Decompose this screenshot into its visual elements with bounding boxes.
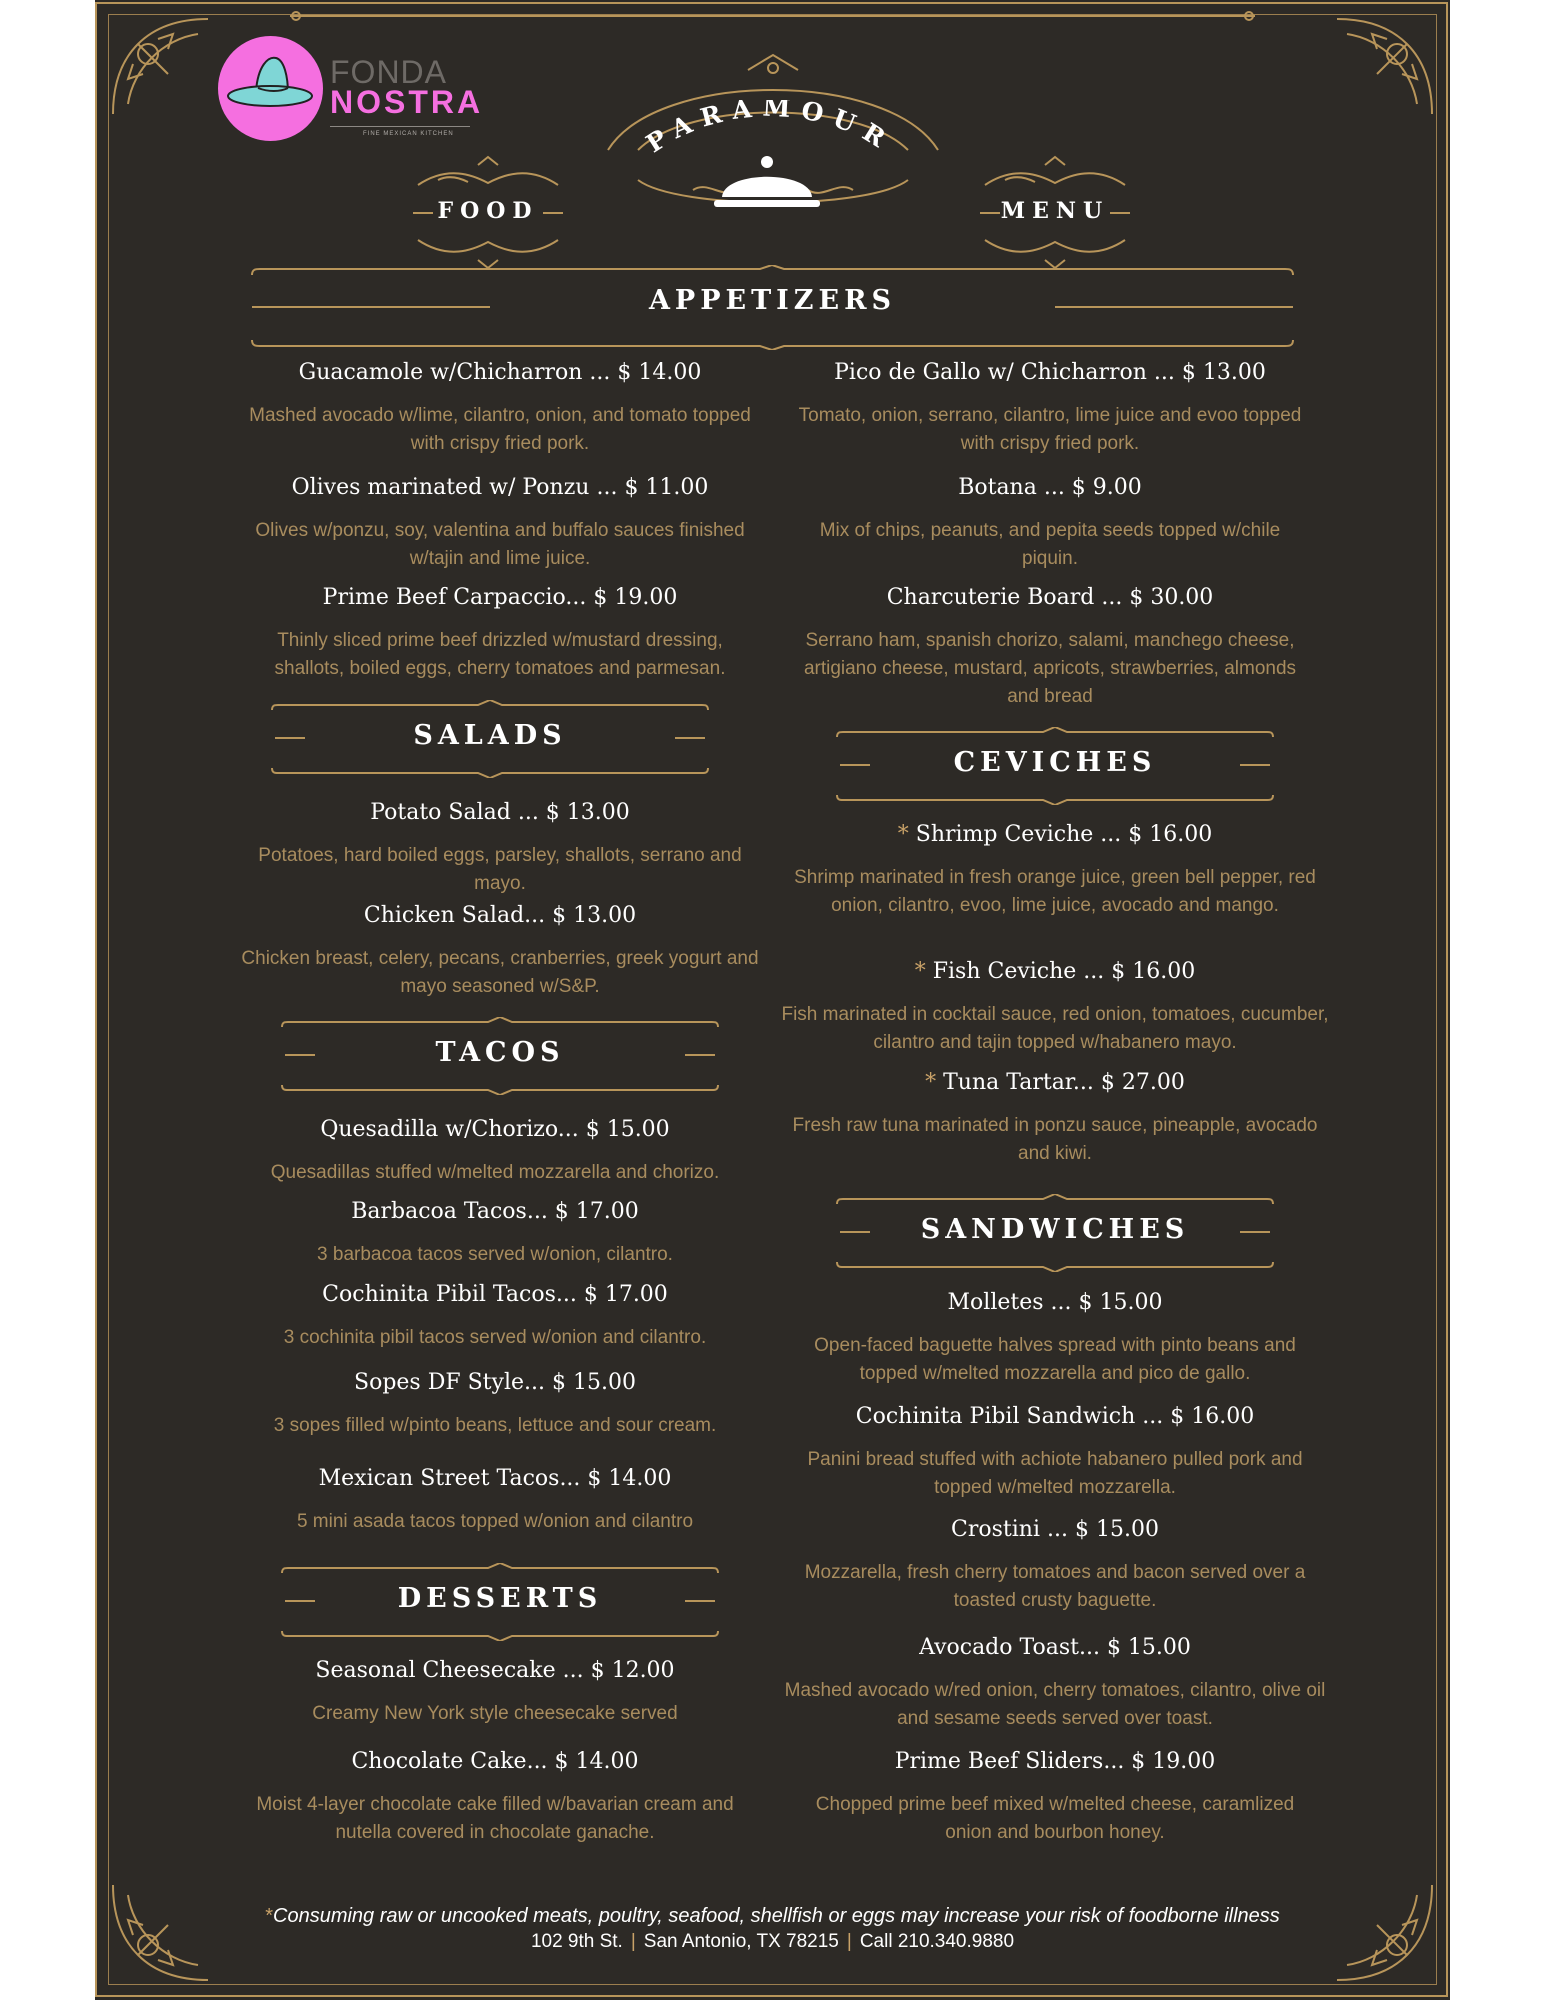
logo-word-fonda: FONDA <box>330 54 447 90</box>
brand-title <box>620 100 920 170</box>
item-street-tacos-desc: 5 mini asada tacos topped w/onion and cilantro <box>296 1511 694 1532</box>
item-tuna-tartar-title <box>790 1070 1320 1095</box>
item-potato-salad-title: Potato Salad ... $ 13.00 <box>370 800 630 825</box>
food-label-text: FOOD <box>437 198 539 224</box>
food-label <box>408 198 568 224</box>
item-sopes-desc: 3 sopes filled w/pinto beans, lettuce and sour cream. <box>273 1415 717 1436</box>
street-address: 102 9th St. <box>530 1931 623 1952</box>
raw-item-star: * <box>897 822 909 847</box>
item-fish-ceviche-desc: Fish marinated in cocktail sauce, red onion, tomatoes, cucumber, cilantro and tajin topped w/habanero mayo. <box>781 1004 1329 1053</box>
menu-flourish-top <box>975 155 1135 195</box>
raw-item-star: * <box>925 1070 937 1095</box>
logo <box>218 36 484 146</box>
item-carpaccio-title: Prime Beef Carpaccio... $ 19.00 <box>322 585 678 610</box>
item-cheesecake-desc: Creamy New York style cheesecake served <box>312 1703 678 1724</box>
raw-food-disclaimer <box>150 1905 1395 1928</box>
item-shrimp-ceviche-title <box>790 822 1320 847</box>
item-chocolate-cake-title: Chocolate Cake... $ 14.00 <box>351 1749 639 1774</box>
item-olives-title: Olives marinated w/ Ponzu ... $ 11.00 <box>291 475 709 500</box>
item-fish-ceviche-title <box>790 959 1320 984</box>
food-dash-left <box>413 212 433 214</box>
brand-title-text: PARAMOUR <box>640 100 899 159</box>
raw-item-star: * <box>914 959 926 984</box>
logo-tagline: FINE MEXICAN KITCHEN <box>363 131 454 137</box>
item-tuna-tartar-desc: Fresh raw tuna marinated in ponzu sauce, pineapple, avocado and kiwi. <box>792 1115 1318 1164</box>
corner-ornament-top-right <box>1327 14 1437 124</box>
food-flourish-top <box>408 155 568 195</box>
menu-dash-left <box>980 212 1000 214</box>
item-tuna-tartar-text: Tuna Tartar... $ 27.00 <box>936 1070 1185 1095</box>
item-shrimp-ceviche-desc: Shrimp marinated in fresh orange juice, green bell pepper, red onion, cilantro, evoo, lime juice, avocado and mango. <box>794 867 1316 916</box>
item-pico-desc: Tomato, onion, serrano, cilantro, lime juice and evoo topped with crispy fried pork. <box>798 405 1302 454</box>
item-crostini-title: Crostini ... $ 15.00 <box>951 1517 1159 1542</box>
item-barbacoa-title: Barbacoa Tacos... $ 17.00 <box>351 1199 639 1224</box>
separator: | <box>630 1931 636 1952</box>
corner-ornament-bottom-left <box>108 1875 218 1985</box>
item-barbacoa-desc: 3 barbacoa tacos served w/onion, cilantro. <box>317 1244 673 1265</box>
item-beef-sliders-title: Prime Beef Sliders... $ 19.00 <box>894 1749 1216 1774</box>
item-molletes-title: Molletes ... $ 15.00 <box>947 1290 1163 1315</box>
item-charcuterie-title: Charcuterie Board ... $ 30.00 <box>886 585 1214 610</box>
section-ceviches: CEVICHES <box>953 747 1157 778</box>
item-quesadilla-title: Quesadilla w/Chorizo... $ 15.00 <box>320 1117 670 1142</box>
menu-flourish-bottom <box>975 230 1135 270</box>
phone-number[interactable]: Call 210.340.9880 <box>859 1931 1015 1952</box>
item-avocado-toast-desc: Mashed avocado w/red onion, cherry tomatoes, cilantro, olive oil and sesame seeds served over toast. <box>784 1680 1326 1729</box>
sombrero-icon <box>218 36 323 141</box>
item-charcuterie-desc: Serrano ham, spanish chorizo, salami, manchego cheese, artigiano cheese, mustard, apricots, strawberries, almonds and bread <box>803 630 1297 707</box>
svg-text:PARAMOUR <box>641 100 899 158</box>
section-salads: SALADS <box>413 720 567 751</box>
corner-ornament-top-left <box>108 14 218 124</box>
item-quesadilla-desc: Quesadillas stuffed w/melted mozzarella and chorizo. <box>270 1162 720 1183</box>
menu-dash-right <box>1110 212 1130 214</box>
section-sandwiches: SANDWICHES <box>920 1214 1190 1245</box>
item-avocado-toast-title: Avocado Toast... $ 15.00 <box>919 1635 1191 1660</box>
item-botana-title: Botana ... $ 9.00 <box>958 475 1142 500</box>
corner-ornament-bottom-right <box>1327 1875 1437 1985</box>
item-guacamole-desc: Mashed avocado w/lime, cilantro, onion, and tomato topped with crispy fried pork. <box>249 405 751 454</box>
menu-label-text: MENU <box>1000 198 1110 224</box>
item-shrimp-ceviche-text: Shrimp Ceviche ... $ 16.00 <box>908 822 1213 847</box>
menu-label <box>975 198 1135 224</box>
food-dash-right <box>543 212 563 214</box>
item-carpaccio-desc: Thinly sliced prime beef drizzled w/mustard dressing, shallots, boiled eggs, cherry tomatoes and parmesan. <box>274 630 726 679</box>
item-fish-ceviche-text: Fish Ceviche ... $ 16.00 <box>925 959 1196 984</box>
separator: | <box>846 1931 852 1952</box>
item-cochinita-sandwich-desc: Panini bread stuffed with achiote habanero pulled pork and topped w/melted mozzarella. <box>807 1449 1303 1498</box>
item-chicken-salad-desc: Chicken breast, celery, pecans, cranberries, greek yogurt and mayo seasoned w/S&P. <box>241 948 759 997</box>
item-potato-salad-desc: Potatoes, hard boiled eggs, parsley, shallots, serrano and mayo. <box>258 845 742 894</box>
item-cheesecake-title: Seasonal Cheesecake ... $ 12.00 <box>315 1658 675 1683</box>
item-botana-desc: Mix of chips, peanuts, and pepita seeds topped w/chile piquin. <box>819 520 1281 569</box>
item-cochinita-tacos-title: Cochinita Pibil Tacos... $ 17.00 <box>322 1282 668 1307</box>
section-appetizers: APPETIZERS <box>648 285 897 316</box>
logo-underline <box>330 126 470 127</box>
top-border-flourish <box>290 8 1255 24</box>
food-flourish-bottom <box>408 230 568 270</box>
item-molletes-desc: Open-faced baguette halves spread with pinto beans and topped w/melted mozzarella and pico de gallo. <box>814 1335 1296 1384</box>
item-cochinita-sandwich-title: Cochinita Pibil Sandwich ... $ 16.00 <box>855 1404 1255 1429</box>
item-street-tacos-title: Mexican Street Tacos... $ 14.00 <box>318 1466 672 1491</box>
disclaimer-star: * <box>265 1905 273 1927</box>
section-tacos: TACOS <box>435 1037 565 1068</box>
contact-line <box>150 1931 1395 1953</box>
logo-badge <box>218 36 323 141</box>
item-chocolate-cake-desc: Moist 4-layer chocolate cake filled w/bavarian cream and nutella covered in chocolate ganache. <box>256 1794 734 1843</box>
item-olives-desc: Olives w/ponzu, soy, valentina and buffalo sauces finished w/tajin and lime juice. <box>255 520 745 569</box>
logo-word-nostra: NOSTRA <box>330 84 484 120</box>
disclaimer-text: Consuming raw or uncooked meats, poultry, seafood, shellfish or eggs may increase your risk of foodborne illness <box>273 1905 1280 1927</box>
item-guacamole-title: Guacamole w/Chicharron ... $ 14.00 <box>298 360 702 385</box>
item-beef-sliders-desc: Chopped prime beef mixed w/melted cheese, caramlized onion and bourbon honey. <box>815 1794 1295 1843</box>
item-pico-title: Pico de Gallo w/ Chicharron ... $ 13.00 <box>834 360 1266 385</box>
item-cochinita-tacos-desc: 3 cochinita pibil tacos served w/onion and cilantro. <box>283 1327 707 1348</box>
item-sopes-title: Sopes DF Style... $ 15.00 <box>354 1370 636 1395</box>
item-chicken-salad-title: Chicken Salad... $ 13.00 <box>363 903 637 928</box>
section-desserts: DESSERTS <box>397 1583 603 1614</box>
item-crostini-desc: Mozzarella, fresh cherry tomatoes and bacon served over a toasted crusty baguette. <box>804 1562 1306 1611</box>
city-address: San Antonio, TX 78215 <box>643 1931 839 1952</box>
